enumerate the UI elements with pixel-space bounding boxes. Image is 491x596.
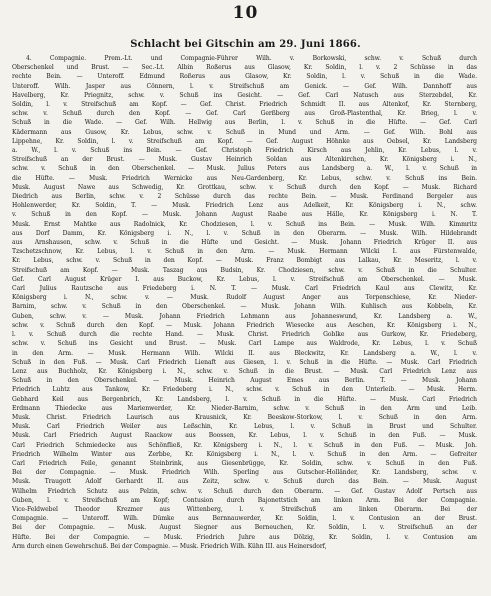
- text-line: schw. v. Schuß in den Oberschenkel. — Musk. Julius Peters aus Landsberg a. W., l. v. Schuß in: [12, 165, 477, 173]
- text-line: schw. v. Schuß ins Gesicht und Brust. — Musk. Carl Lampe aus Waldrode, Kr. Lebus, l. v. Schuß: [12, 340, 477, 348]
- text-line: Guben, l. v. Streifschuß am Kopf; Contusion durch Bajonettstich am linken Arm. Bei der Compagnie.: [12, 496, 477, 504]
- text-line: in den Arm. — Musk. Hermann Wilh. Wilcki II. aus Bleckwitz, Kr. Landsberg a. W., l. v.: [12, 349, 477, 357]
- text-line: Kädermann aus Gusow, Kr. Lebus, schw. v. Schuß in Mund und Arm. — Gef. Wilh. Bohl aus: [12, 128, 477, 136]
- text-line: Oberschenkel und Brust. — Sec.-Lt. Albin Roßerus aus Glasow, Kr. Soldin, l. v. 2 Schüsse in das: [12, 64, 477, 72]
- text-line: Hüfte. Bei der Compagnie. — Musk. Friedrich Juhre aus Dölzig, Kr. Soldin, l. v. Contusion am: [12, 533, 477, 541]
- text-line: Gebhard Keil aus Bergenbrich, Kr. Landsberg, l. v. Schuß in die Hüfte. — Musk. Carl Friedrich: [12, 395, 477, 403]
- text-line: Erdmann Thiedecke aus Marienwerder, Kr. Nieder-Barnim, schw. v. Schuß in den Arm und Leib.: [12, 404, 477, 412]
- text-line: Guben, schw. v. — Musk. Johann Friedrich Lehmann aus Johanneswund, Kr. Landsberg a. W.,: [12, 312, 477, 320]
- text-line: Schuß in den Fuß. — Musk. Carl Friedrich Lienaft aus Giesen, l. v. Schuß in die Hüfte. — Musk. Carl Friedrich: [12, 358, 477, 366]
- text-line: Havelberg, Kr. Priegnitz, schw. v. Schuß ins Gesicht. — Gef. Carl Natusch aus Sterzebdel, Kr.: [12, 91, 477, 99]
- text-line: Tzschetzschnow, Kr. Lebus, l. v. Schuß in den Arm. — Musk. Hermann Wilcki I. aus Fürstenwalde,: [12, 248, 477, 256]
- text-line: Compagnie. — Unteroff. Wilh. Dümke aus Bernnauwerder, Kr. Soldin, l. v. Contusion an der Brust.: [12, 515, 477, 523]
- text-line: die Hüfte. — Musk. Friedrich Wernicke aus Neu-Gardenberg, Kr. Lebus, schw. v. Schuß ins Bein.: [12, 174, 477, 182]
- text-line: Kr. Lebus, schw. v. Schuß in den Kopf. — Musk. Franz Bombigt aus Lalkau, Kr. Meseritz, l. v.: [12, 257, 477, 265]
- text-line: Lippehne, Kr. Soldin, l. v. Streifschuß am Kopf. — Gef. August Höhnke aus Oebsel, Kr. Landsberg: [12, 137, 477, 145]
- text-line: Carl Julius Rautzsche aus Friedeberg i. N. T. — Musk. Carl Friedrich Kaul aus Clewitz, Kr.: [12, 285, 477, 293]
- text-line: Carl Friedrich Feile, genannt Steinbrink, aus Giesenbrügge, Kr. Soldin, schw. v. Schuß in den Fuß.: [12, 459, 477, 467]
- text-line: Soldin, l. v. Streifschuß am Kopf. — Gef. Christ. Friedrich Schmidt II. aus Altenkof, Kr. Sternberg,: [12, 101, 477, 109]
- text-line: Musk. Carl Friedrich August Raackow aus Boossen, Kr. Lebus, l. v. Schuß in den Fuß. — Musk.: [12, 432, 477, 440]
- text-line: schw. v. Schuß durch den Kopf. — Musk. Johann Friedrich Wiesecke aus Aeschen, Kr. Königsberg i. N.,: [12, 321, 477, 329]
- text-line: Barnim, schw. v. Schuß in den Oberschenkel. — Musk. Johann Wilh. Kuhlisch aus Kobbeln, Kr.: [12, 303, 477, 311]
- text-line: rechte Bein. — Unteroff. Edmund Roßerus aus Glasow, Kr. Soldin, l. v. Schuß in die Wade.: [12, 73, 477, 81]
- text-line: aus Arnshausen, schw. v. Schuß in die Hüfte und Gesicht. — Musk. Johann Friedrich Krüger II. aus: [12, 239, 477, 247]
- section-heading: Schlacht bei Gitschin am 29. Juni 1866.: [130, 39, 361, 50]
- text-line: Gef. Carl August Krüger I. aus Buckow, Kr. Lebus, l. v. Streifschuß am Oberschenkel. — Musk.: [12, 275, 477, 283]
- page-number: 10: [232, 3, 259, 23]
- text-line: Arm durch einen Gewehrschuß. Bei der Compagnie. — Musk. Friedrich Wilh. Kühn III. aus Heinersdorf,: [12, 542, 327, 550]
- text-line: Carl Friedrich Schmiedecke aus Schönfließ, Kr. Königsberg i. N., l. v. Schuß in den Fuß. — Musk. Joh.: [12, 441, 477, 449]
- text-line: Friedrich Wilhelm Winter aus Zerbbe, Kr. Königsberg i. N., l. v. Schuß in den Arm. — Gefreiter: [12, 450, 477, 458]
- text-line: Friedrich Luhtz aus Tankow, Kr. Friedeberg i. N., schw. v. Schuß in den Unterleib. — Musk. Herm.: [12, 386, 477, 394]
- text-line: 4. Compagnie. Prem.-Lt. und Compagnie-Führer Wilh. v. Borkowski, schw. v. Schuß durch: [26, 55, 477, 62]
- text-line: Musk. August Nawe aus Schwedig, Kr. Grottkau, schw. v. Schuß durch den Kopf. — Musk. Richard: [12, 183, 477, 191]
- text-line: Bei der Compagnie. — Musk. August Siegner aus Berneuchen, Kr. Soldin, l. v. Streifschuß an der: [12, 524, 477, 532]
- text-line: Hohlenwerder, Kr. Soldin, T. — Musk. Friedrich Lenz aus Adelkeit, Kr. Königsberg i. N., schw.: [12, 202, 477, 210]
- text-line: Streifschuß an der Brust. — Musk. Gustav Heinrich Soldan aus Altenkirchen, Kr. Königsberg i. N.,: [12, 156, 477, 164]
- text-line: Bei der Compagnie. — Musk. Friedrich Wilh. Sperling aus Gutscher-Holländer, Kr. Landsberg, schw. v.: [12, 469, 477, 477]
- text-line: v. Schuß in den Kopf. — Musk. Johann August Raabe aus Hälle, Kr. Königsberg i. N. T.: [12, 211, 477, 219]
- text-line: Wilhelm Friedrich Schutz aus Pelzin, schw. v. Schuß durch den Oberarm. — Gef. Gustav Adolf Pertsch aus: [12, 487, 477, 495]
- text-line: Musk. Carl Friedrich Weiler aus Leßschin, Kr. Lebus, l. v. Schuß in Brust und Schulter.: [12, 423, 477, 431]
- text-line: Streifschuß am Kopf. — Musk. Taszag aus Budsin, Kr. Chodziesen, schw. v. Schuß in die Schulter.: [12, 266, 477, 274]
- text-line: Unteroff. Wilh. Jasper aus Cönnern, l. v. Streifschuß am Genick. — Gef. Wilh. Dannhoff aus: [12, 82, 477, 90]
- text-line: schw. v. Schuß durch den Kopf. — Gef. Carl Gerßberg aus Groß-Plastenthal, Kr. Brieg, l. v.: [12, 110, 477, 118]
- text-line: Schuß in die Wade. — Gef. Wilh. Hellwig aus Berlin, l. v. Schuß in die Hüfte. — Gef. Carl: [12, 119, 477, 127]
- text-line: Vice-Feldwebel Theodor Krezmer aus Wittenberg, l. v. Streifschuß am linken Oberarm. Bei der: [12, 505, 477, 513]
- text-line: Musk. Christ. Friedrich Laurisch aus Krausnick, Kr. Beeskow-Storkow, l. v. Schuß in den Arm.: [12, 413, 477, 421]
- text-line: aus Dorf Damm, Kr. Königsberg i. N., l. v. Schuß in den Oberarm. — Musk. Wilh. Hildebrandt: [12, 229, 477, 237]
- text-line: Königsberg i. N., schw. v. — Musk. Rudolf August Anger aus Terpenschiese, Kr. Nieder-: [12, 294, 477, 302]
- casualty-list-body: [12, 54, 477, 551]
- text-line: Musk. Ernst Mahtke aus Radolnick, Kr. Chodziesen, l. v. Schuß ins Bein. — Musk. Wilh. Kimmritz: [12, 220, 477, 228]
- text-line: Schuß in den Oberschenkel. — Musk. Heinrich August Emes aus Berlin. T. — Musk. Johann: [12, 377, 477, 385]
- text-line: Musk. Traugott Adolf Gerhardt II. aus Zeitz, schw. v. Schuß durch das Bein. — Musk. August: [12, 478, 477, 486]
- text-line: a. W., l. v. Schuß ins Bein. — Gef. Christoph Friedrich Kirsch aus Jehlin, Kr. Lebus, l. v.: [12, 147, 477, 155]
- text-line: Diedrich aus Berlin, schw. v. 2 Schüsse durch das rechte Bein. — Musk. Ferdinand Bergeler aus: [12, 193, 477, 201]
- text-line: Lenz aus Buchholz, Kr. Königsberg i. N., schw. v. Schuß in die Brust. — Musk. Carl Friedrich Lenz aus: [12, 367, 477, 375]
- text-line: l. v. Schuß durch die rechte Hand. — Musk. Christ. Friedrich Goblke aus Gurkow, Kr. Friedeberg,: [12, 331, 477, 339]
